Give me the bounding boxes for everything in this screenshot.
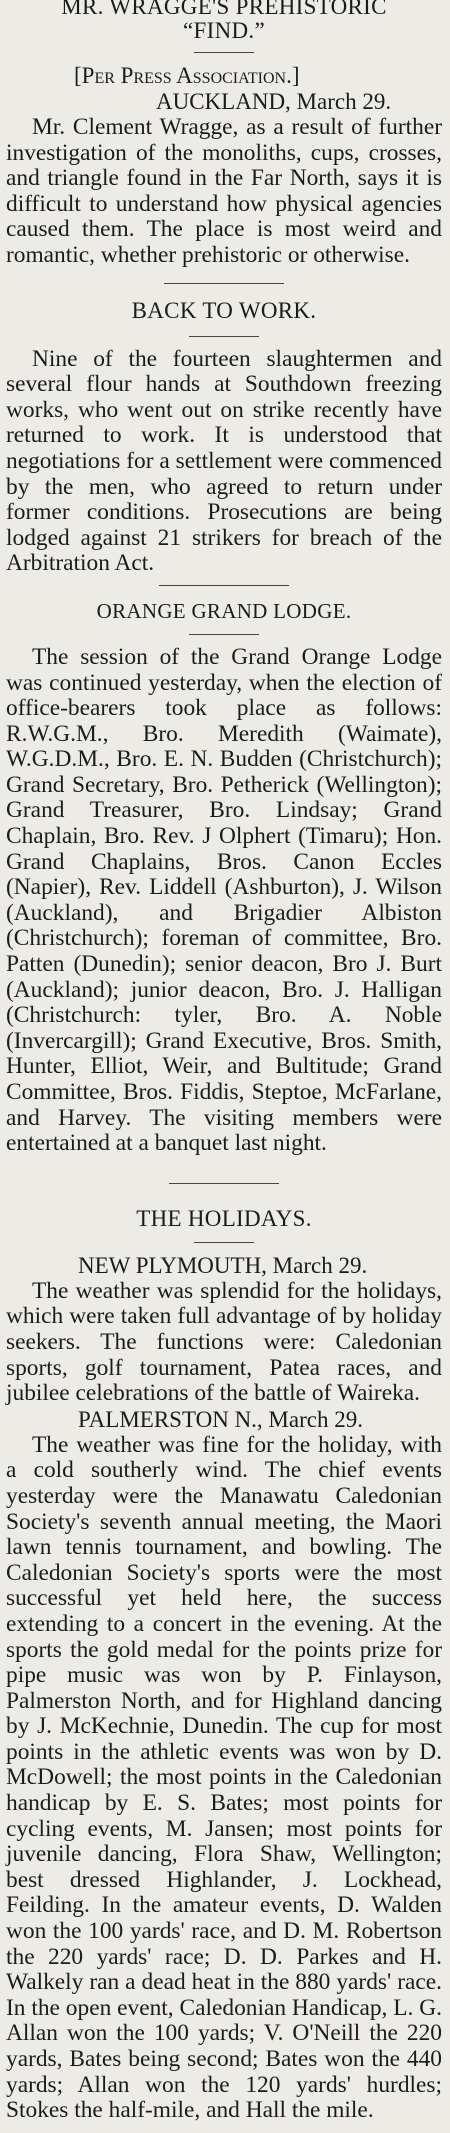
article-headline: BACK TO WORK. <box>131 297 317 323</box>
article-headline-continued: “FIND.” <box>183 18 265 43</box>
article-body-palmerston: The weather was fine for the holiday, with a cold southerly wind. The chief events yesterday were the Manawatu Caledonian Society's seventh annual meeting, the Maori lawn tennis tournament, and bowling. The Caledonian Society's sports were the most successful yet held here, the success extending to a concert in the evening. At the sports the gold medal for the points prize for pipe music was won by P. Finlayson, Palmerston North, and for Highland dancing by J. McKechnie, Dunedin. The cup for most points in the athletic events was won by D. McDowell; the most points in the Caledonian handicap by E. S. Bates; most points for cycling events, M. Jansen; most points for juvenile dancing, Flora Shaw, Wellington; best dressed Highlander, J. Lockhead, Feilding. In the amateur events, D. Walden won the 100 yards' race, and D. M. Robertson the 220 yards' race; D. D. Parkes and H. Walkely ran a dead heat in the 880 yards' race. In the open event, Caledonian Handicap, L. G. Allan won the 100 yards; V. O'Neill the 220 yards, Bates being second; Bates won the 440 yards; Allan won the 120 yards' hurdles; Stokes the half-mile, and Hall the mile. <box>6 1431 442 2124</box>
article-body: The session of the Grand Orange Lodge was continued yesterday, when the election of office-bearers took place as follows: R.W.G.M., Bro. Meredith (Waimate), W.G.D.M., Bro. E. N. Budden (Christchurch); Grand Secretary, Bro. Petherick (Wellington); Grand Treasurer, Bro. Lindsay; Grand Chaplain, Bro. Rev. J Olphert (Timaru); Hon. Grand Chaplains, Bros. Canon Eccles (Napier), Rev. Liddell (Ashburton), J. Wilson (Auckland), and Brigadier Albiston (Christchurch); foreman of committee, Bro. Patten (Dunedin); senior deacon, Bro J. Burt (Auckland); junior deacon, Bro. J. Halligan (Christchurch: tyler, Bro. A. Noble (Invercargill); Grand Executive, Bros. Smith, Hunter, Elliot, Weir, and Bultitude; Grand Committee, Bros. Fiddis, Steptoe, McFarlane, and Harvey. The visiting members were entertained at a banquet last night. <box>6 643 442 1157</box>
article-holidays <box>6 1206 442 2124</box>
press-credit: [Per Press Association.] <box>74 63 300 88</box>
dateline: AUCKLAND, March 29. <box>156 89 392 114</box>
article-body: Nine of the fourteen slaughtermen and several flour hands at Southdown freezing works, who went out on strike recently have returned to work. It is understood that negotiations for a settlement were commenced by the men, who agreed to return under former conditions. Prosecutions are being lodged against 21 strikers for breach of the Arbitration Act. <box>6 345 442 577</box>
article-body: Mr. Clement Wragge, as a result of further investigation of the monoliths, cups, crosses, and triangle found in the Far North, says it is difficult to understand how physical agencies caused them. The place is most weird and romantic, whether prehistoric or otherwise. <box>6 114 442 268</box>
article-headline: THE HOLIDAYS. <box>136 1205 312 1231</box>
article-headline: ORANGE GRAND LODGE. <box>96 598 352 623</box>
article-headline: MR. WRAGGE'S PREHISTORIC <box>61 0 387 19</box>
article-body-new-plymouth: The weather was splendid for the holidays, which were taken full advantage of by holiday seekers. The functions were: Caledonian sports, golf tournament, Patea races, and jubilee celebrations of the battle of Waireka. <box>6 1277 442 1407</box>
article-back-to-work <box>6 298 442 577</box>
article-wragge <box>6 0 442 269</box>
article-orange-grand-lodge <box>6 598 442 1157</box>
dateline-palmerston: PALMERSTON N., March 29. <box>78 1406 363 1432</box>
dateline-new-plymouth: NEW PLYMOUTH, March 29. <box>78 1252 368 1278</box>
